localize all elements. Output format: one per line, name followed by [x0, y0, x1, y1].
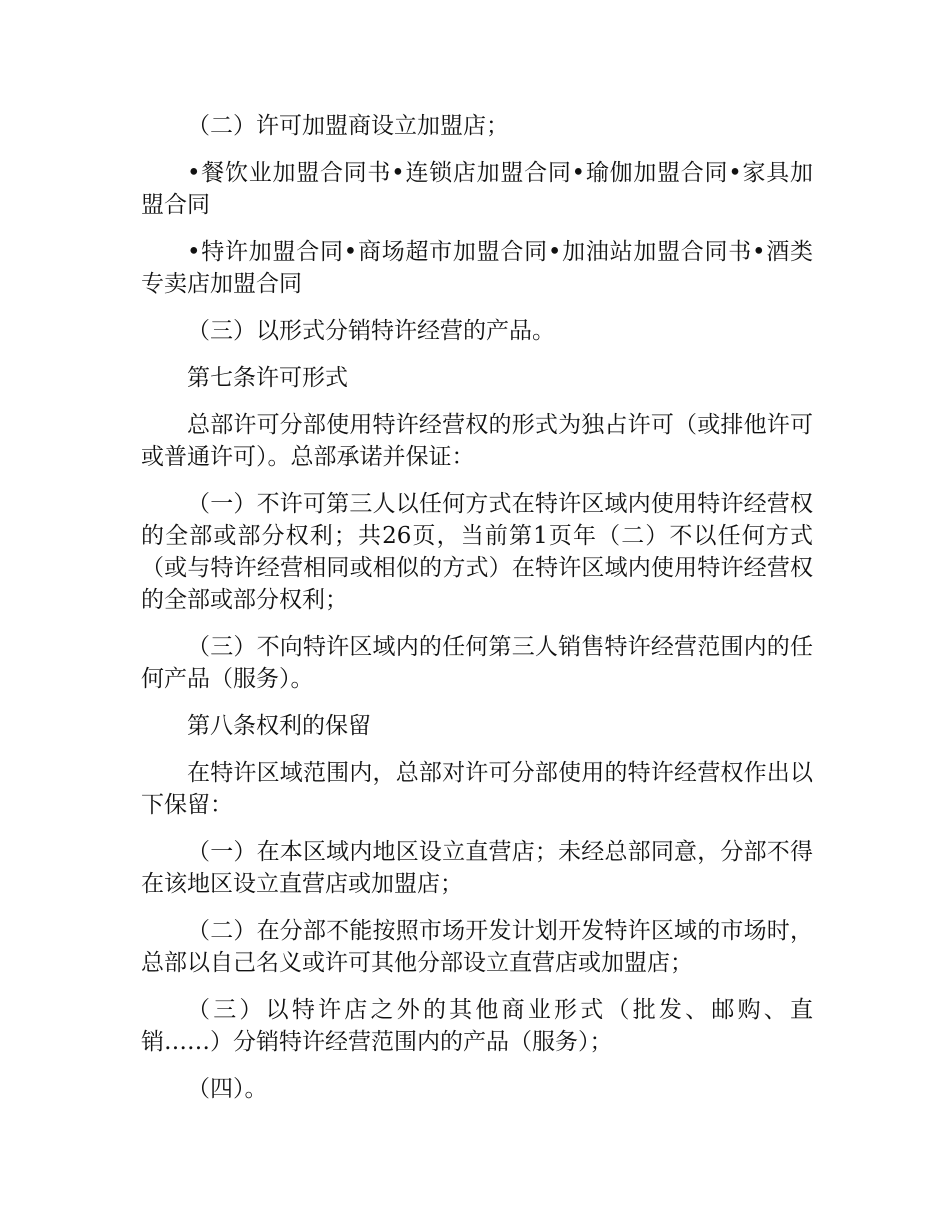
paragraph-contract-list-1: •餐饮业加盟合同书•连锁店加盟合同•瑜伽加盟合同•家具加盟合同 [141, 160, 813, 218]
paragraph-item-2-license-store: （二）许可加盟商设立加盟店； [187, 113, 509, 139]
paragraph-reservation-4: （四）。 [187, 1076, 268, 1102]
paragraph-contract-list-2: •特许加盟合同•商场超市加盟合同•加油站加盟合同书•酒类专卖店加盟合同 [141, 239, 813, 297]
article-8-heading: 第八条权利的保留 [187, 713, 371, 739]
article-7-heading: 第七条许可形式 [187, 365, 348, 391]
paragraph-guarantee-1-2: （一）不许可第三人以任何方式在特许区域内使用特许经营权的全部或部分权利；共26页，当前第1页年（二）不以任何方式（或与特许经营相同或相似的方式）在特许区域内使用特许经营权的全部或部分权利； [141, 491, 813, 613]
paragraph-reservation-1: （一）在本区域内地区设立直营店；未经总部同意，分部不得在该地区设立直营店或加盟店； [141, 839, 813, 897]
paragraph-reservation-2: （二）在分部不能按照市场开发计划开发特许区域的市场时，总部以自己名义或许可其他分部设立直营店或加盟店； [141, 918, 813, 976]
document-page [141, 110, 813, 1120]
paragraph-item-3-distribution: （三）以形式分销特许经营的产品。 [187, 318, 555, 344]
paragraph-reservation-intro: 在特许区域范围内，总部对许可分部使用的特许经营权作出以下保留： [141, 760, 813, 818]
paragraph-reservation-3: （三）以特许店之外的其他商业形式（批发、邮购、直销……）分销特许经营范围内的产品（服务）； [141, 997, 813, 1055]
paragraph-license-form: 总部许可分部使用特许经营权的形式为独占许可（或排他许可或普通许可）。总部承诺并保证： [141, 412, 813, 470]
paragraph-guarantee-3: （三）不向特许区域内的任何第三人销售特许经营范围内的任何产品（服务）。 [141, 634, 813, 692]
